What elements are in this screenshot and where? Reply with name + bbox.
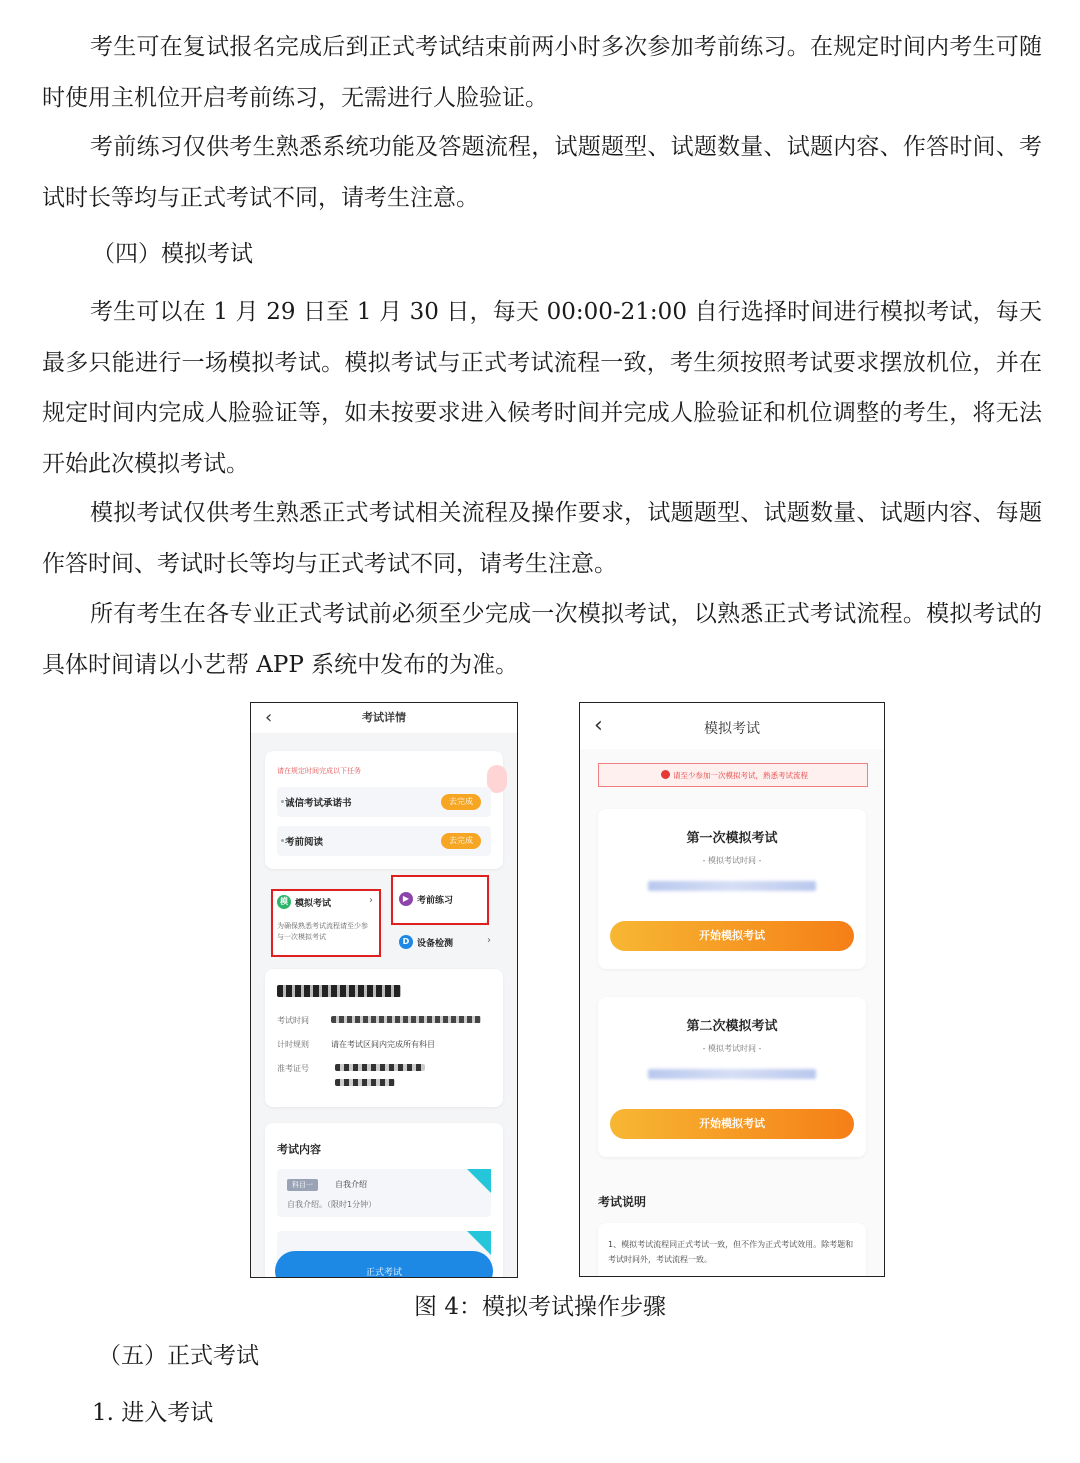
start-first-mock-button[interactable]: 开始模拟考试 bbox=[610, 921, 854, 951]
section-heading-mock-exam: （四）模拟考试 bbox=[92, 241, 253, 267]
second-mock-title: 第二次模拟考试 bbox=[686, 1019, 778, 1034]
mock-exam-desc: 为确保熟悉考试流程请至少参与一次模拟考试 bbox=[277, 922, 368, 941]
exam-name-redacted bbox=[277, 985, 401, 997]
practice-label: 考前练习 bbox=[417, 896, 454, 906]
chevron-left-icon[interactable]: ‹ bbox=[265, 707, 273, 728]
mock-exam-header bbox=[580, 703, 884, 749]
device-check-entry[interactable] bbox=[399, 931, 495, 953]
exam-notes-card bbox=[598, 1223, 866, 1277]
exam-info-card bbox=[265, 969, 503, 1107]
bullet-icon bbox=[281, 839, 284, 842]
rule-label: 计时规则 bbox=[277, 1040, 309, 1049]
warning-text: 请至少参加一次模拟考试，熟悉考试流程 bbox=[673, 771, 808, 780]
paragraph-mock-schedule: 考生可以在 1 月 29 日至 1 月 30 日，每天 00:00-21:00 自行选择时间进行模拟考试，每天最多只能进行一场模拟考试。模拟考试与正式考试流程一致，考生须按照考试要求摆放机位，并在规定时间内完成人脸验证等，如未按要求进入候考时间并完成人脸验证和机位调整的考生，将无法开始此次模拟考试。 bbox=[42, 299, 1042, 477]
paragraph-practice-note: 考前练习仅供考生熟悉系统功能及答题流程，试题题型、试题数量、试题内容、作答时间、考试时长等均与正式考试不同，请考生注意。 bbox=[42, 134, 1042, 211]
device-check-label: 设备检测 bbox=[417, 939, 454, 949]
exam-notes-title: 考试说明 bbox=[598, 1195, 647, 1209]
chevron-right-icon: › bbox=[369, 895, 373, 906]
figure-caption: 图 4：模拟考试操作步骤 bbox=[414, 1294, 666, 1320]
rule-value: 请在考试区间内完成所有科目 bbox=[331, 1040, 435, 1049]
subject-row[interactable] bbox=[277, 1169, 491, 1217]
subject-name: 自我介绍 bbox=[335, 1180, 367, 1189]
subject-tag: 科目一 bbox=[287, 1179, 318, 1191]
mock-exam-label: 模拟考试 bbox=[295, 899, 332, 909]
device-check-icon: D bbox=[399, 935, 413, 949]
task-status-button[interactable]: 去完成 bbox=[441, 794, 481, 810]
chevron-left-icon[interactable]: ‹ bbox=[594, 713, 603, 738]
first-mock-time-redacted bbox=[648, 881, 816, 891]
chevron-right-icon: › bbox=[487, 935, 491, 946]
practice-icon: ▶ bbox=[399, 892, 413, 906]
task-label: 考前阅读 bbox=[285, 837, 324, 848]
section-heading-formal-exam: （五）正式考试 bbox=[98, 1343, 259, 1369]
paragraph-mock-note: 模拟考试仅供考生熟悉正式考试相关流程及操作要求，试题题型、试题数量、试题内容、每题作答时间、考试时长等均与正式考试不同，请考生注意。 bbox=[42, 500, 1042, 577]
mock-exam-icon: 模 bbox=[277, 895, 291, 909]
task-row-reading[interactable] bbox=[277, 826, 491, 856]
bullet-icon bbox=[281, 800, 284, 803]
warning-icon bbox=[661, 770, 670, 779]
warning-banner bbox=[598, 763, 868, 787]
task-row-pledge[interactable] bbox=[277, 787, 491, 817]
ticket-value-redacted bbox=[335, 1064, 425, 1071]
exam-details-title: 考试详情 bbox=[362, 711, 406, 724]
task-hint: 请在规定时间完成以下任务 bbox=[277, 767, 361, 775]
mock-exam-screenshot bbox=[579, 702, 885, 1277]
formal-exam-label: 正式考试 bbox=[365, 1268, 402, 1278]
task-label: 诚信考试承诺书 bbox=[285, 798, 352, 809]
highlight-box-mock-exam bbox=[271, 889, 381, 957]
time-label: 考试时间 bbox=[277, 1016, 309, 1025]
ticket-value-redacted-2 bbox=[335, 1079, 395, 1086]
exam-details-screenshot bbox=[250, 702, 518, 1278]
list-item-enter-exam: 1. 进入考试 bbox=[92, 1400, 214, 1426]
exam-note-1: 1、模拟考试流程同正式考试一致，但不作为正式考试效用。除考题和考试时间外，考试流程一致。 bbox=[608, 1240, 854, 1264]
second-mock-time-redacted bbox=[648, 1069, 816, 1079]
paragraph-mock-required: 所有考生在各专业正式考试前必须至少完成一次模拟考试，以熟悉正式考试流程。模拟考试的具体时间请以小艺帮 APP 系统中发布的为准。 bbox=[42, 601, 1042, 678]
exam-content-title: 考试内容 bbox=[277, 1143, 321, 1156]
first-mock-time-label: - 模拟考试时间 - bbox=[702, 856, 762, 865]
corner-ribbon-icon bbox=[467, 1169, 491, 1193]
paragraph-practice-intro: 考生可在复试报名完成后到正式考试结束前两小时多次参加考前练习。在规定时间内考生可随时使用主机位开启考前练习，无需进行人脸验证。 bbox=[42, 34, 1042, 111]
task-card bbox=[265, 751, 503, 869]
exam-details-header bbox=[251, 703, 517, 733]
second-mock-time-label: - 模拟考试时间 - bbox=[702, 1044, 762, 1053]
second-mock-card bbox=[598, 997, 866, 1157]
subject-desc: 自我介绍。（限时1分钟） bbox=[287, 1200, 377, 1209]
start-second-mock-button[interactable]: 开始模拟考试 bbox=[610, 1109, 854, 1139]
ticket-label: 准考证号 bbox=[277, 1064, 309, 1073]
mock-exam-title: 模拟考试 bbox=[704, 721, 760, 737]
time-value-redacted bbox=[331, 1016, 481, 1023]
task-status-button[interactable]: 去完成 bbox=[441, 833, 481, 849]
highlight-box-practice bbox=[391, 875, 489, 925]
first-mock-title: 第一次模拟考试 bbox=[686, 831, 778, 846]
formal-exam-button[interactable] bbox=[275, 1251, 493, 1278]
first-mock-card bbox=[598, 809, 866, 969]
